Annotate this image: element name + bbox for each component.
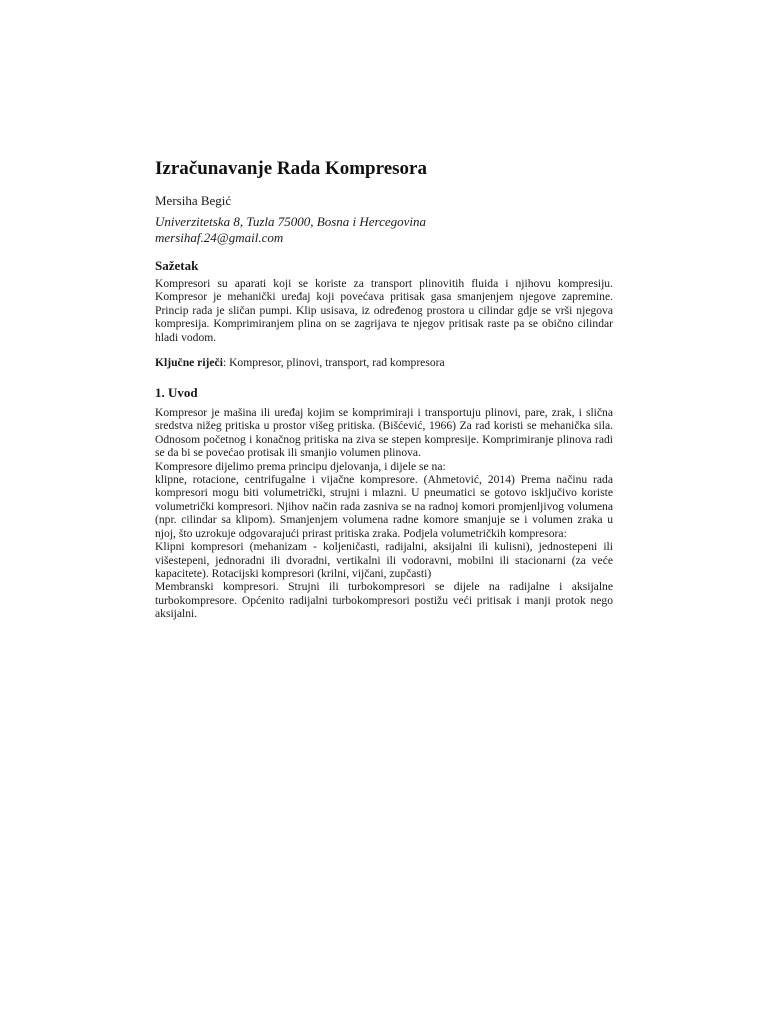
keywords-separator: : — [222, 356, 230, 370]
abstract-text: Kompresori su aparati koji se koriste za transport plinovitih fluida i njihovu kompresiju. Kompresor je mehanički uređaj koji povećava pritisak gasa smanjenjem njegove zapremine. Princip rada je sličan pumpi. Klip usisava, iz određenog prostora u cilindar gdje se vrši njegova kompresija. Komprimiranjem plina on se zagrijava te njegov pritisak raste pa se obično cilindar hladi vodom. — [155, 277, 613, 344]
intro-heading: 1. Uvod — [155, 385, 198, 401]
abstract-heading: Sažetak — [155, 258, 199, 273]
intro-paragraph-3: klipne, rotacione, centrifugalne i vijačne kompresore. (Ahmetović, 2014) Prema načinu rada kompresori mogu biti volumetrički, strujni i mlazni. U pneumatici se gotovo isključivo koriste volumetrički kompresori. Njihov način rada zasniva se na radnoj komori promjenljivog volumena (npr. cilindar sa klipom). Smanjenjem volumena radne komore smanjuje se i volumen zraka u njoj, što uzrokuje odgovarajući prirast pritiska zraka. Podjela volumetričkih kompresora: — [155, 473, 613, 540]
author-affiliation: Univerzitetska 8, Tuzla 75000, Bosna i Hercegovina — [155, 214, 427, 229]
intro-paragraph-4: Klipni kompresori (mehanizam - koljeničasti, radijalni, aksijalni ili kulisni), jednostepeni ili višestepeni, jednoradni ili dvoradni, vertikalni ili vodoravni, mobilni ili stacionarni (za veće kapacitete). Rotacijski kompresori (krilni, vijčani, zupčasti) — [155, 540, 613, 580]
intro-paragraph-2: Kompresore dijelimo prema principu djelovanja, i dijele se na: — [155, 459, 446, 473]
intro-paragraph-1: Kompresor je mašina ili uređaj kojim se komprimiraji i transportuju plinovi, pare, zrak, i slična sredstva nižeg pritiska u prostor višeg pritiska. (Bišćević, 1966) Za rad koristi se mehanička sila. Odnosom početnog i konačnog pritiska na ziva se stepen kompresije. Komprimiranje plinova radi se da bi se povećao protisak ili smanjio volumen plinova. — [155, 406, 613, 460]
paper-title: Izračunavanje Rada Kompresora — [155, 158, 427, 179]
keywords-line — [155, 356, 613, 370]
author-email: mersihaf.24@gmail.com — [155, 230, 284, 245]
intro-paragraph-5: Membranski kompresori. Strujni ili turbokompresori se dijele na radijalne i aksijalne turbokompresore. Općenito radijalni turbokompresori postižu veći pritisak i manji protok nego aksijalni. — [155, 580, 613, 621]
author-name: Mersiha Begić — [155, 193, 232, 208]
keywords-text: Kompresor, plinovi, transport, rad kompresora — [229, 356, 445, 370]
keywords-label: Ključne riječi — [155, 356, 223, 370]
paper-page — [155, 157, 613, 621]
